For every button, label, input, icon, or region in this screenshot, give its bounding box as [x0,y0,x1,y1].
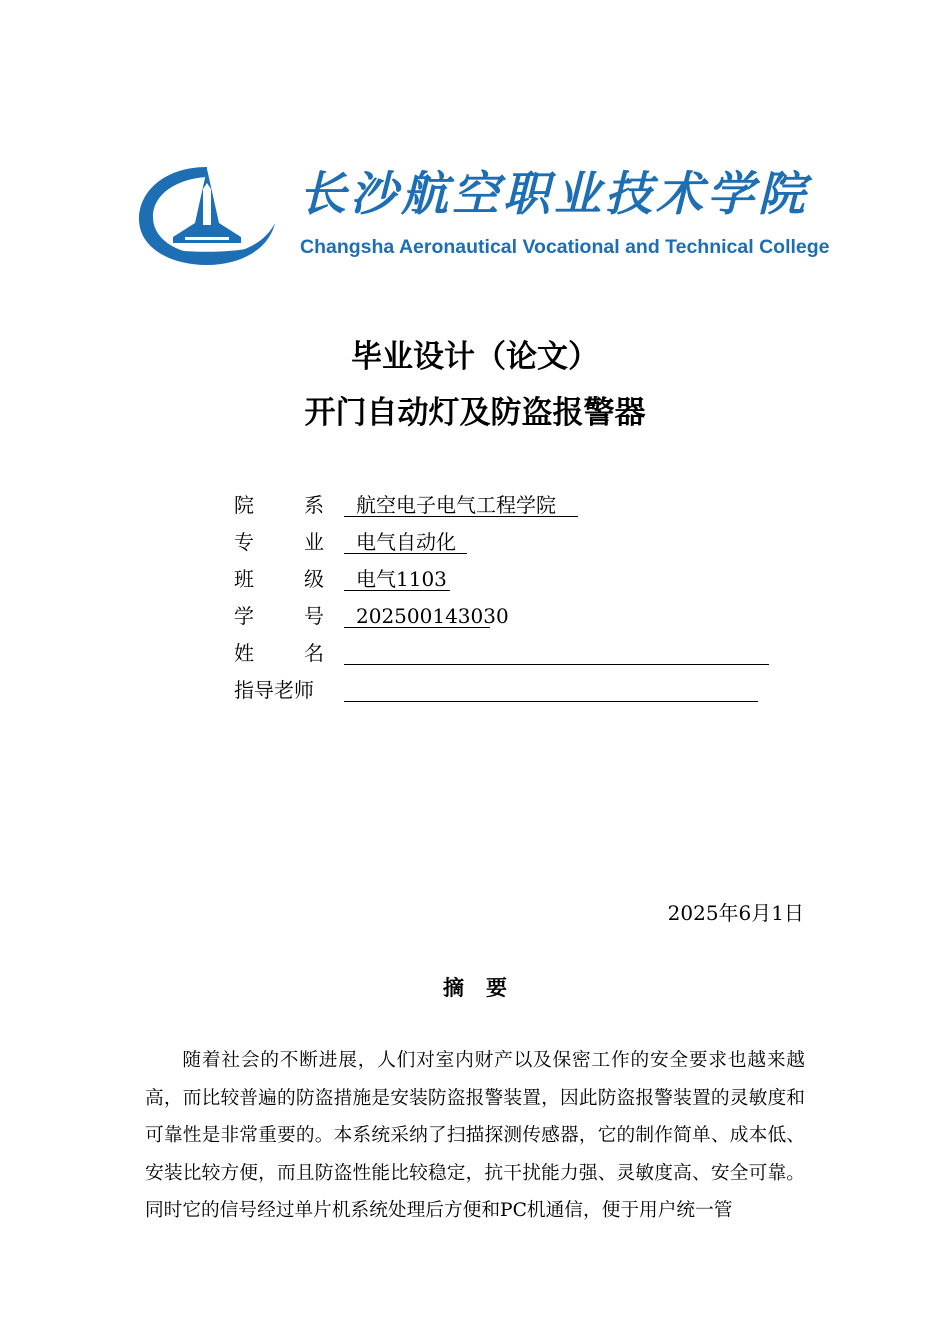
info-label: 专 业 [234,530,324,554]
abstract-body: 随着社会的不断进展，人们对室内财产以及保密工作的安全要求也越来越高，而比较普遍的防盗措施是安装防盗报警装置，因此防盗报警装置的灵敏度和可靠性是非常重要的。本系统采纳了扫描探测传感器，它的制作简单、成本低、安装比较方便，而且防盗性能比较稳定，抗干扰能力强、灵敏度高、安全可靠。同时它的信号经过单片机系统处理后方便和PC机通信，便于用户统一管 [145,1050,805,1222]
document-type-title: 毕业设计（论文） [351,339,599,375]
college-logo [137,163,842,267]
name-value [344,640,769,665]
advisor-value [344,677,758,702]
college-emblem-icon [137,163,277,267]
info-label: 学 号 [234,604,324,628]
college-name-english: Changsha Aeronautical Vocational and Technical College [300,236,830,258]
class-value: 电气1103 [344,566,450,591]
department-value: 航空电子电气工程学院 [344,492,578,517]
major-value: 电气自动化 [344,529,467,554]
info-label: 姓 名 [234,641,324,665]
student-id-value: 202500143030 [344,603,490,628]
info-label: 指导老师 [234,678,314,702]
submission-date: 2025年6月1日 [667,901,804,925]
info-label: 院 系 [234,493,324,517]
info-label: 班 级 [234,567,324,591]
thesis-title: 开门自动灯及防盗报警器 [304,395,646,431]
college-name-chinese: 长沙航空职业技术学院 [299,167,809,222]
abstract-heading: 摘要 [443,976,529,1000]
